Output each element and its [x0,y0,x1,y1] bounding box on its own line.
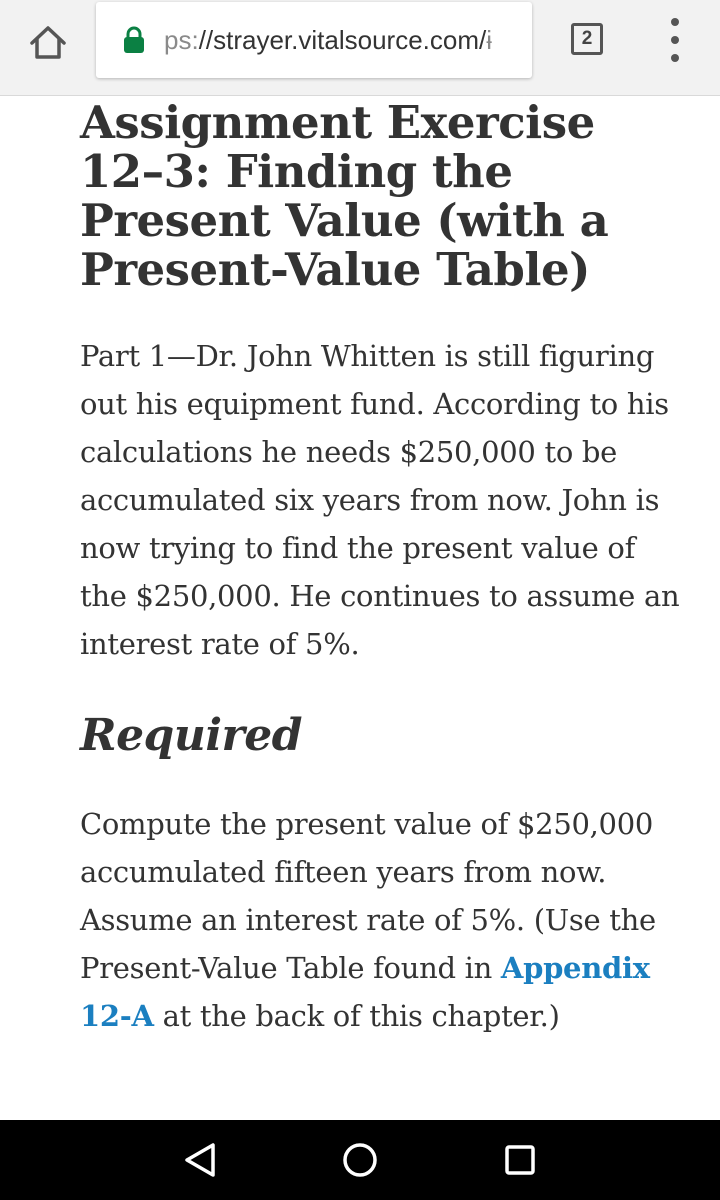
recents-square-icon [500,1140,540,1180]
url-bar[interactable] [96,2,532,78]
required-heading: Required [80,710,302,761]
back-button[interactable] [179,1138,223,1182]
page-title: Assignment Exercise 12–3: Finding the Present Value (with a Present-Value Table) [80,96,609,296]
more-menu-button[interactable] [660,18,690,62]
url-host: //strayer.vitalsource.com/ [198,24,487,55]
appendix-link[interactable]: Appendix 12-A [80,951,650,1033]
required-paragraph [80,800,690,1040]
more-vert-icon-dot [671,54,679,62]
more-vert-icon-dot [671,36,679,44]
url-scheme: ps: [164,24,199,55]
home-button[interactable] [22,20,74,64]
back-triangle-icon [181,1140,221,1180]
lock-icon [122,26,146,54]
part1-paragraph: Part 1—Dr. John Whitten is still figuring out his equipment fund. According to his calculations he needs $250,000 to be accumulated six years from now. John is now trying to find the present value of the $250,000. He continues to assume an interest rate of 5%. [80,339,680,661]
recents-button[interactable] [498,1138,542,1182]
required-text-before: Compute the present value of $250,000 accumulated fifteen years from now. Assume an interest rate of 5%. (Use the Present-Value Table found in [80,807,656,985]
more-vert-icon [671,18,679,26]
home-circle-icon [340,1140,380,1180]
page-content [80,96,690,1040]
home-nav-button[interactable] [338,1138,382,1182]
tab-count: 2 [581,28,593,49]
system-navigation-bar [0,1120,720,1200]
url-text [164,25,492,56]
required-text-after: at the back of this chapter.) [153,999,560,1033]
browser-toolbar [0,0,720,96]
url-overflow: ɨ [486,24,493,55]
tab-switcher-button[interactable] [571,23,603,55]
home-icon [28,23,68,61]
